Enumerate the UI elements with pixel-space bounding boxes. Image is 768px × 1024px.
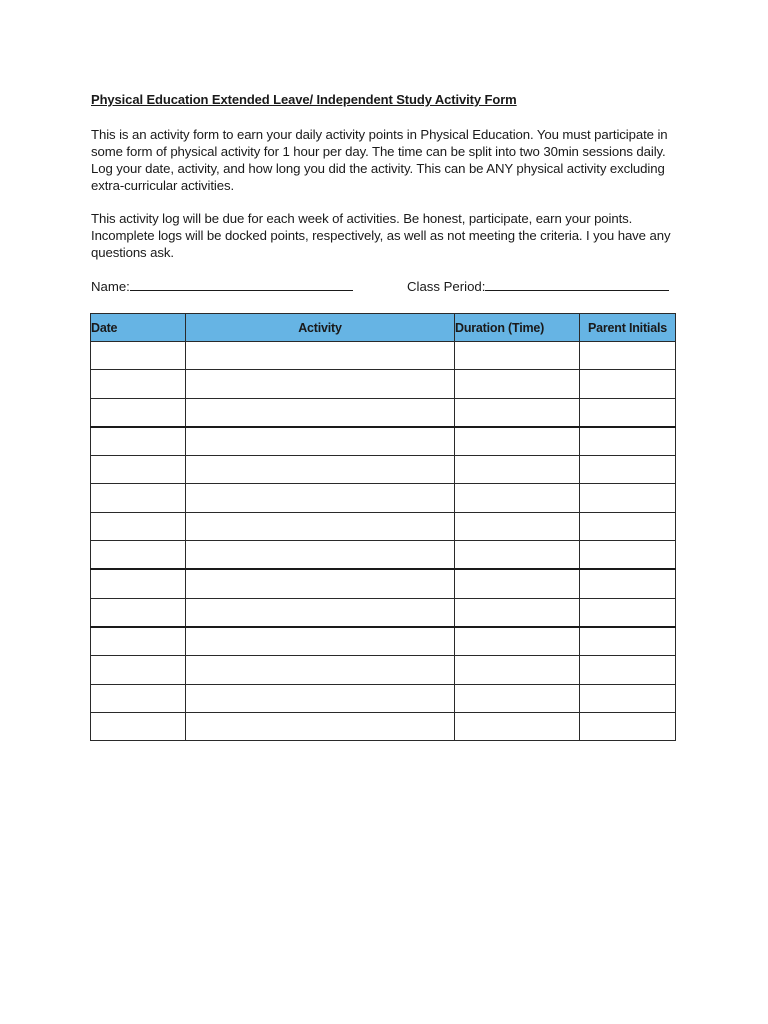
duration-cell[interactable] (455, 627, 580, 656)
parent-initials-cell[interactable] (580, 342, 676, 370)
date-cell[interactable] (91, 684, 186, 712)
parent-initials-cell[interactable] (580, 712, 676, 740)
activity-cell[interactable] (186, 398, 455, 427)
activity-cell[interactable] (186, 342, 455, 370)
parent-initials-cell[interactable] (580, 484, 676, 512)
parent-initials-cell[interactable] (580, 684, 676, 712)
activity-cell[interactable] (186, 484, 455, 512)
parent-initials-cell[interactable] (580, 569, 676, 598)
table-row (91, 541, 676, 570)
parent-initials-cell[interactable] (580, 656, 676, 684)
form-title: Physical Education Extended Leave/ Independent Study Activity Form (91, 92, 517, 107)
parent-initials-cell[interactable] (580, 541, 676, 570)
class-period-field[interactable] (407, 278, 669, 294)
parent-initials-cell[interactable] (580, 427, 676, 456)
date-cell[interactable] (91, 656, 186, 684)
activity-cell[interactable] (186, 427, 455, 456)
parent-initials-cell[interactable] (580, 512, 676, 540)
header-activity: Activity (186, 314, 455, 342)
table-header-row (91, 314, 676, 342)
date-cell[interactable] (91, 370, 186, 398)
table-row (91, 342, 676, 370)
name-field[interactable] (91, 278, 353, 294)
date-cell[interactable] (91, 598, 186, 627)
parent-initials-cell[interactable] (580, 398, 676, 427)
activity-cell[interactable] (186, 712, 455, 740)
duration-cell[interactable] (455, 712, 580, 740)
activity-cell[interactable] (186, 456, 455, 484)
due-date-paragraph: This activity log will be due for each week of activities. Be honest, participate, earn your points. Incomplete logs will be docked points, respectively, as well as not meeting the criteria. I you have any questions ask. (91, 211, 671, 260)
table-row (91, 512, 676, 540)
activity-cell[interactable] (186, 684, 455, 712)
table-row (91, 370, 676, 398)
date-cell[interactable] (91, 342, 186, 370)
date-cell[interactable] (91, 484, 186, 512)
date-cell[interactable] (91, 427, 186, 456)
activity-cell[interactable] (186, 569, 455, 598)
duration-cell[interactable] (455, 484, 580, 512)
date-cell[interactable] (91, 569, 186, 598)
table-row (91, 712, 676, 740)
activity-cell[interactable] (186, 656, 455, 684)
activity-log-table (90, 313, 676, 741)
date-cell[interactable] (91, 712, 186, 740)
activity-cell[interactable] (186, 370, 455, 398)
duration-cell[interactable] (455, 512, 580, 540)
activity-cell[interactable] (186, 627, 455, 656)
table-row (91, 569, 676, 598)
date-cell[interactable] (91, 627, 186, 656)
duration-cell[interactable] (455, 684, 580, 712)
table-row (91, 684, 676, 712)
table-row (91, 627, 676, 656)
date-cell[interactable] (91, 541, 186, 570)
name-blank-line[interactable] (130, 278, 353, 291)
table-row (91, 456, 676, 484)
header-date: Date (91, 314, 186, 342)
parent-initials-cell[interactable] (580, 370, 676, 398)
date-cell[interactable] (91, 398, 186, 427)
header-parent-initials: Parent Initials (580, 314, 676, 342)
activity-cell[interactable] (186, 541, 455, 570)
header-duration: Duration (Time) (455, 314, 580, 342)
date-cell[interactable] (91, 512, 186, 540)
class-period-blank-line[interactable] (485, 278, 669, 291)
duration-cell[interactable] (455, 541, 580, 570)
duration-cell[interactable] (455, 456, 580, 484)
table-row (91, 398, 676, 427)
duration-cell[interactable] (455, 342, 580, 370)
parent-initials-cell[interactable] (580, 627, 676, 656)
activity-cell[interactable] (186, 512, 455, 540)
class-period-label: Class Period: (407, 279, 486, 294)
parent-initials-cell[interactable] (580, 598, 676, 627)
name-label: Name: (91, 279, 130, 294)
duration-cell[interactable] (455, 598, 580, 627)
duration-cell[interactable] (455, 370, 580, 398)
parent-initials-cell[interactable] (580, 456, 676, 484)
instructions-paragraph: This is an activity form to earn your daily activity points in Physical Education. You must participate in some form of physical activity for 1 hour per day. The time can be split into two 30min sessions daily. Log your date, activity, and how long you did the activity. This can be ANY physical activity excluding extra-curricular activities. (91, 127, 668, 193)
date-cell[interactable] (91, 456, 186, 484)
duration-cell[interactable] (455, 427, 580, 456)
duration-cell[interactable] (455, 398, 580, 427)
activity-log-body (91, 342, 676, 741)
activity-cell[interactable] (186, 598, 455, 627)
table-row (91, 427, 676, 456)
duration-cell[interactable] (455, 656, 580, 684)
duration-cell[interactable] (455, 569, 580, 598)
table-row (91, 656, 676, 684)
table-row (91, 484, 676, 512)
table-row (91, 598, 676, 627)
